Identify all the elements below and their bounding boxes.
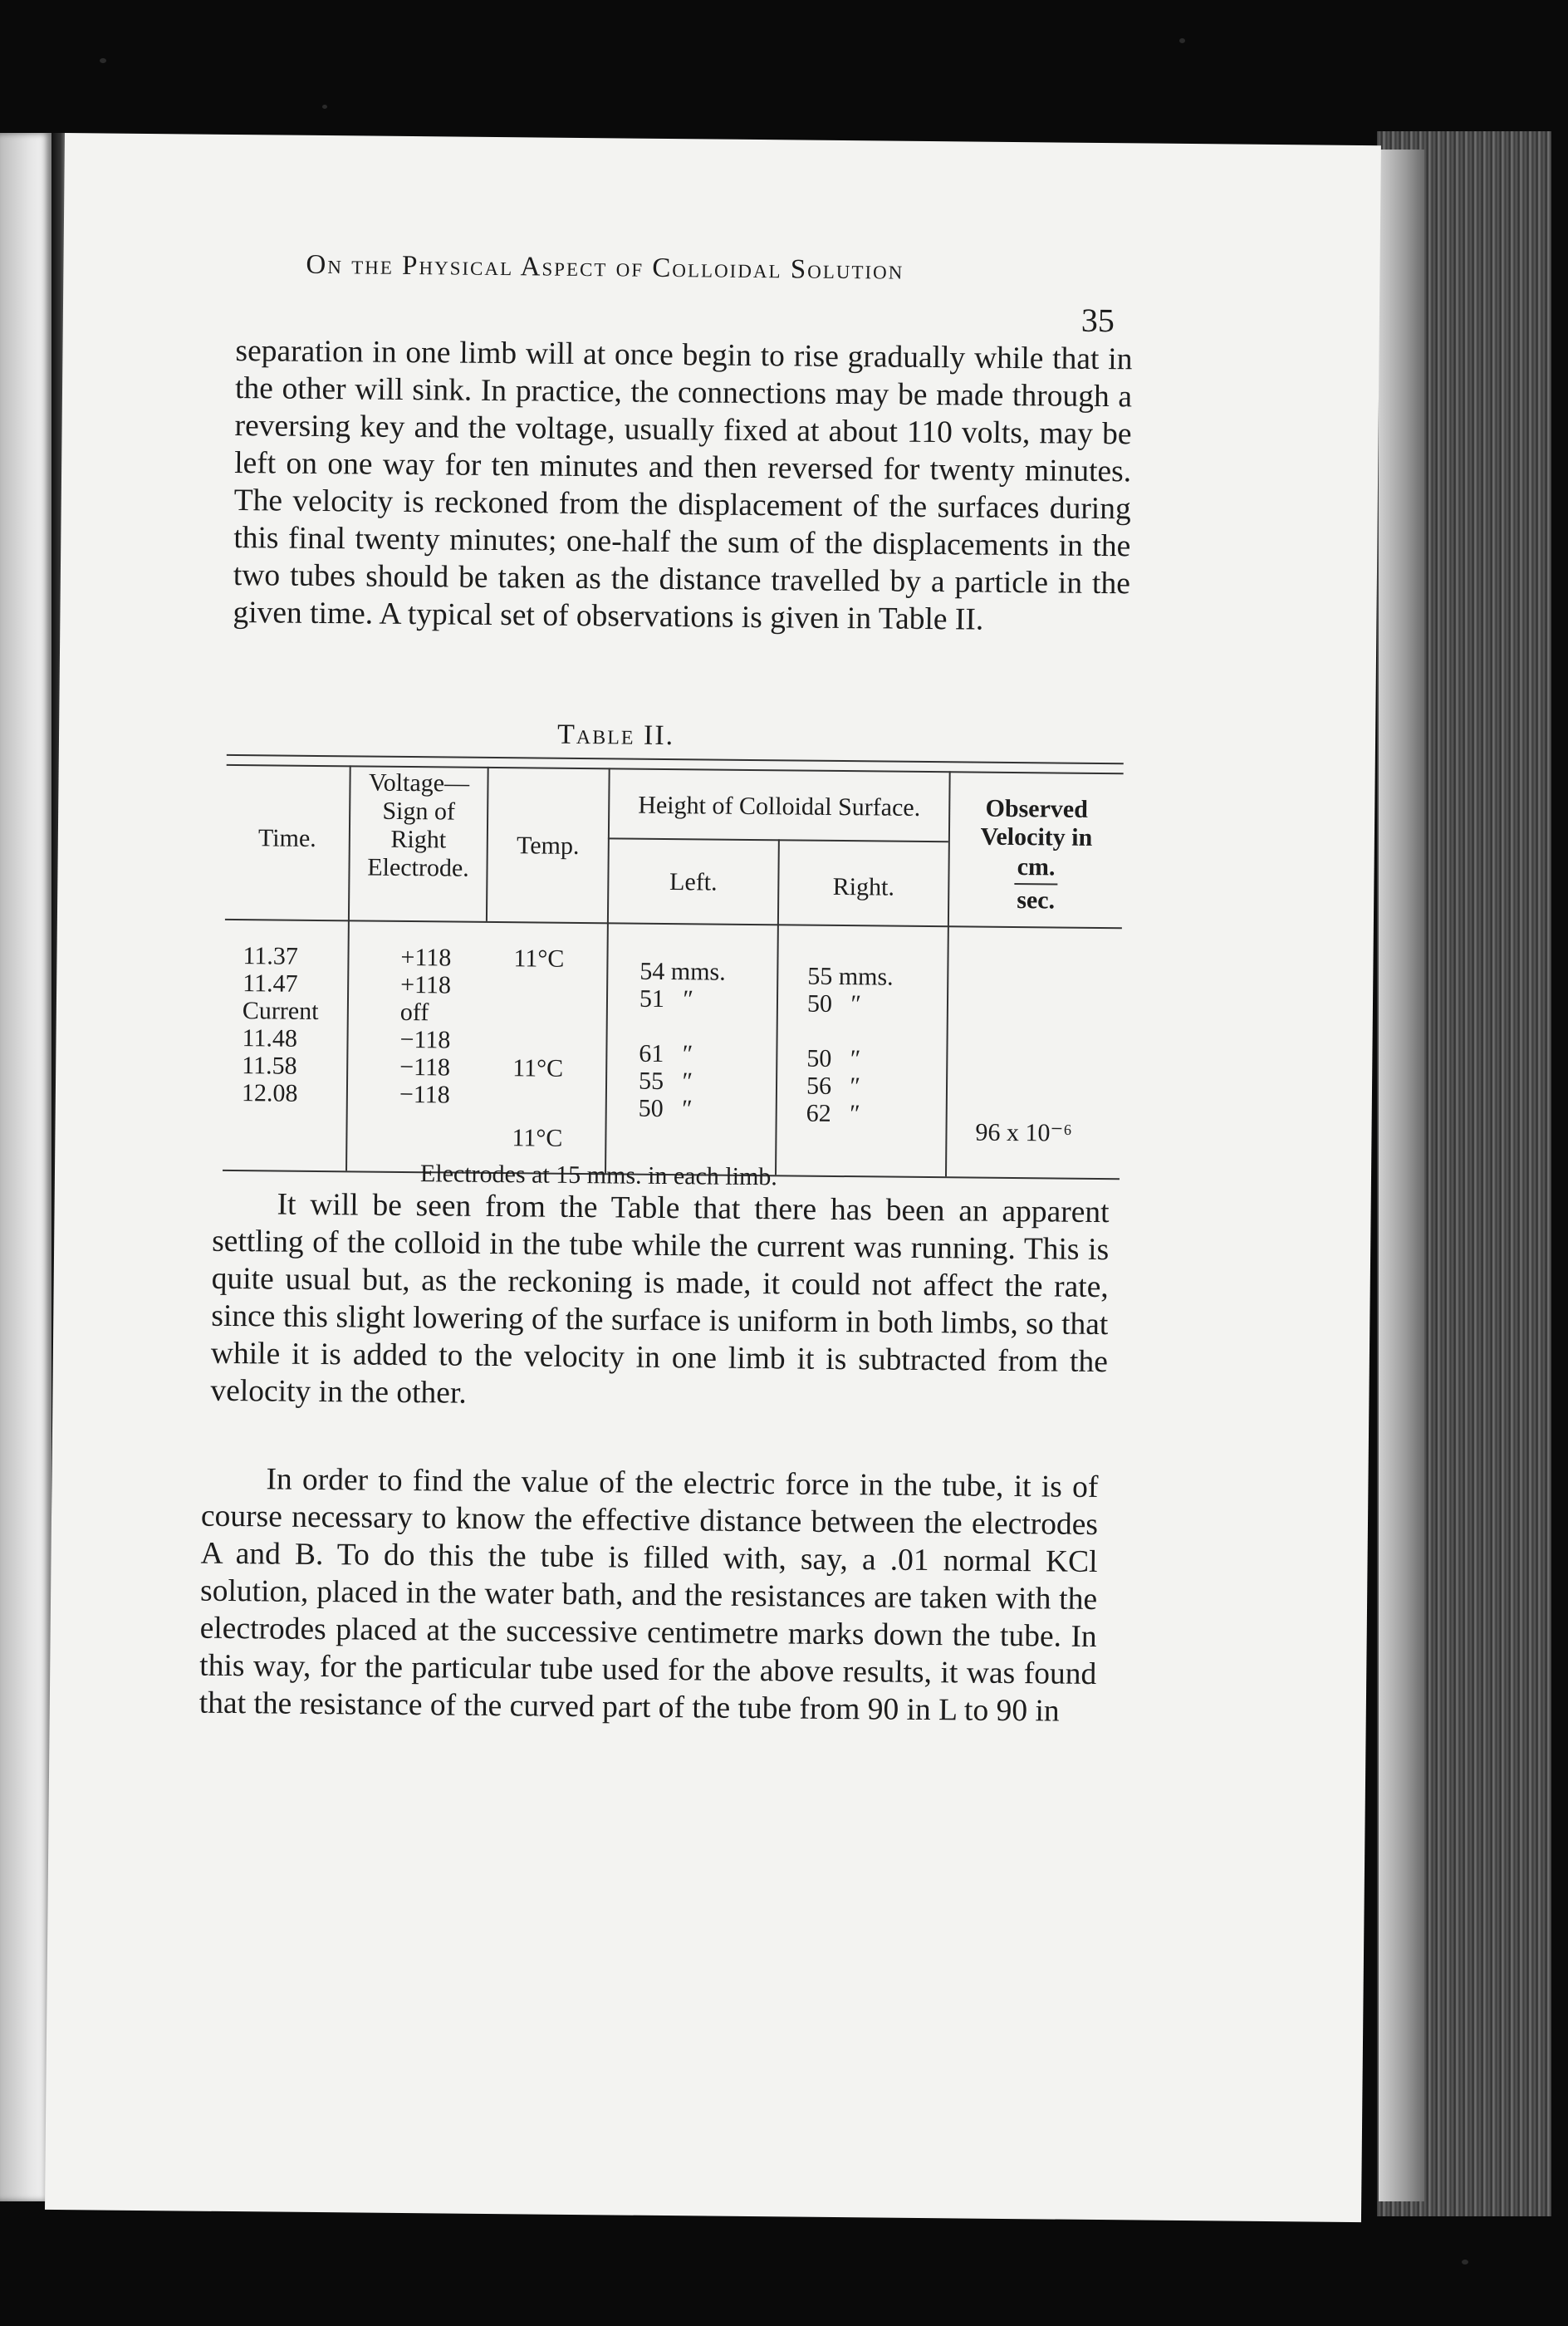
header-velocity-line-2: Velocity in	[980, 822, 1093, 851]
column-time-values: 11.37 11.47 Current 11.48 11.58 12.08	[241, 942, 319, 1107]
header-height: Height of Colloidal Surface.	[638, 791, 921, 822]
page-stack-highlight	[1379, 150, 1424, 2201]
background-speck	[322, 105, 327, 109]
header-voltage-line-4: Electrode.	[367, 853, 469, 882]
book-page	[45, 133, 1381, 2222]
header-time: Time.	[257, 824, 316, 852]
column-voltage-values: +118 +118 off −118 −118 −118	[399, 943, 452, 1109]
previous-page-edge	[0, 133, 51, 2201]
paragraph-1: separation in one limb will at once begin to rise gradually while that in the other will sink. In practice, the connections may be made through a reversing key and the voltage, usually fixed at about 110 volts, may be left on one way for ten minutes and then reversed for twenty minutes. The velocity is reckoned from the displacement of the surfaces during this final twenty minutes; one-half the sum of the displacements in the two tubes should be taken as the distance travelled by a particle in the given time. A typical set of observations is given in Table II.	[233, 333, 1133, 637]
fraction-bar	[1014, 883, 1057, 885]
observations-table	[223, 754, 1124, 1185]
header-rule	[225, 919, 1122, 929]
page-number: 35	[1080, 301, 1115, 340]
paragraph-2: It will be seen from the Table that there has been an apparent settling of the colloid in the tube while the current was running. This is quite usual but, as the reckoning is made, it could not affect the rate, since this slight lowering of the surface is uniform in both limbs, so that while it is added to the velocity in one limb it is subtracted from the velocity in the other.	[210, 1187, 1110, 1411]
paragraph-3: In order to find the value of the electric force in the tube, it is of course necessary to know the effective distance between the electrodes A and B. To do this the tube is filled with, say, a .01 normal KCl solution, placed in the water bath, and the resistances are taken with the electrodes placed at the successive centimetre marks down the tube. In this way, for the particular tube used for the above results, it was found that the resistance of the curved part of the tube from 90 in L to 90 in	[198, 1462, 1099, 1729]
table-title: Table II.	[556, 719, 675, 752]
background-speck	[1462, 2260, 1468, 2265]
header-velocity-denominator: sec.	[1017, 886, 1056, 915]
column-left-values: 54 mms. 51 ″ 61 ″ 55 ″ 50 ″	[638, 957, 726, 1123]
header-voltage-line-1: Voltage—	[368, 768, 470, 797]
column-right-values: 55 mms. 50 ″ 50 ″ 56 ″ 62 ″	[806, 962, 894, 1128]
header-velocity-line-1: Observed	[985, 794, 1089, 823]
background-speck	[1179, 38, 1185, 43]
temp-value-1: 11°C	[513, 945, 565, 973]
header-voltage-line-2: Sign of	[382, 797, 456, 826]
header-right: Right.	[832, 872, 895, 901]
header-left: Left.	[669, 868, 718, 896]
header-voltage-line-3: Right	[390, 825, 447, 854]
temp-value-2: 11°C	[512, 1054, 564, 1082]
column-divider	[605, 768, 610, 1173]
temp-value-3: 11°C	[512, 1124, 563, 1152]
background-speck	[100, 58, 106, 63]
header-velocity-numerator: cm.	[1017, 853, 1056, 881]
header-temp: Temp.	[516, 832, 580, 860]
running-head: On the Physical Aspect of Colloidal Solution	[306, 249, 904, 286]
velocity-value: 96 x 10⁻⁶	[975, 1118, 1072, 1147]
table-caption: Electrodes at 15 mms. in each limb.	[419, 1160, 778, 1191]
